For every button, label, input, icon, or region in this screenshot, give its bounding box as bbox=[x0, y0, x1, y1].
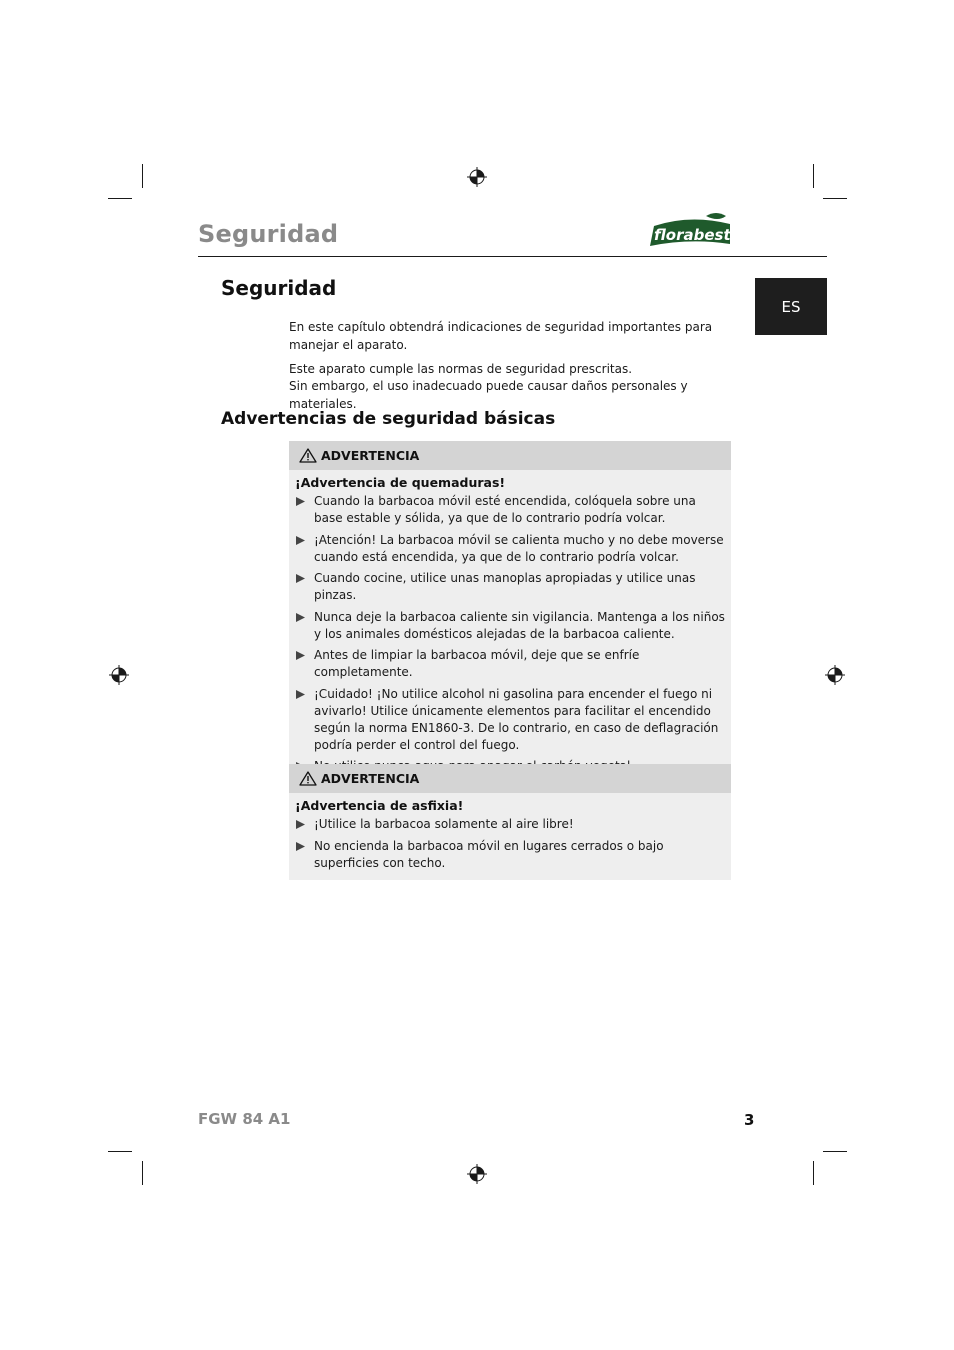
list-item-text: Cuando cocine, utilice unas manoplas apropiadas y utilice unas pinzas. bbox=[314, 571, 696, 602]
intro-paragraph: Sin embargo, el uso inadecuado puede causar daños personales y materiales. bbox=[289, 379, 688, 411]
warning-list bbox=[289, 493, 731, 784]
triangle-bullet-icon bbox=[296, 497, 305, 506]
section-title: Seguridad bbox=[221, 276, 337, 300]
florabest-logo bbox=[646, 212, 734, 248]
crop-mark bbox=[823, 1151, 847, 1152]
list-item bbox=[295, 570, 725, 604]
page-header-title: Seguridad bbox=[198, 220, 339, 248]
triangle-bullet-icon bbox=[296, 842, 305, 851]
warning-box bbox=[289, 441, 731, 784]
list-item bbox=[295, 532, 725, 566]
registration-mark-icon bbox=[825, 665, 845, 685]
list-item bbox=[295, 493, 725, 527]
registration-mark-icon bbox=[467, 167, 487, 187]
list-item-text: ¡Utilice la barbacoa solamente al aire libre! bbox=[314, 817, 574, 831]
warning-list bbox=[289, 816, 731, 880]
list-item-text: ¡Atención! La barbacoa móvil se calienta mucho y no debe moverse cuando está encendida, ya que de lo contrario podría volcar. bbox=[314, 532, 724, 564]
crop-mark bbox=[813, 164, 814, 188]
warning-label: ADVERTENCIA bbox=[321, 448, 420, 463]
footer-model: FGW 84 A1 bbox=[198, 1110, 291, 1128]
list-item bbox=[295, 686, 725, 754]
language-tab: ES bbox=[755, 278, 827, 335]
registration-mark-icon bbox=[109, 665, 129, 685]
crop-mark bbox=[142, 1161, 143, 1185]
page-number: 3 bbox=[744, 1111, 755, 1129]
registration-mark-icon bbox=[467, 1164, 487, 1184]
crop-mark bbox=[108, 198, 132, 199]
intro-paragraph: Este aparato cumple las normas de seguridad prescritas. bbox=[289, 362, 633, 376]
triangle-bullet-icon bbox=[296, 651, 305, 660]
list-item-text: No encienda la barbacoa móvil en lugares cerrados o bajo superficies con techo. bbox=[314, 838, 664, 870]
list-item bbox=[295, 816, 725, 833]
list-item-text: Cuando la barbacoa móvil esté encendida, colóquela sobre una base estable y sólida, ya que de lo contrario podría volcar. bbox=[314, 494, 696, 525]
header-rule bbox=[198, 256, 827, 257]
triangle-bullet-icon bbox=[296, 536, 305, 545]
crop-mark bbox=[813, 1161, 814, 1185]
triangle-bullet-icon bbox=[296, 613, 305, 622]
warning-box bbox=[289, 764, 731, 880]
crop-mark bbox=[823, 198, 847, 199]
warning-subtitle: ¡Advertencia de quemaduras! bbox=[295, 475, 506, 490]
warning-header bbox=[289, 764, 731, 793]
crop-mark bbox=[108, 1151, 132, 1152]
svg-text:florabest: florabest bbox=[654, 226, 731, 244]
list-item-text: Nunca deje la barbacoa caliente sin vigilancia. Mantenga a los niños y los animales domésticos alejadas de la barbacoa caliente. bbox=[314, 609, 725, 641]
triangle-bullet-icon bbox=[296, 690, 305, 699]
triangle-bullet-icon bbox=[296, 820, 305, 829]
warning-label: ADVERTENCIA bbox=[321, 771, 420, 786]
crop-mark bbox=[142, 164, 143, 188]
warning-header bbox=[289, 441, 731, 470]
subsection-title: Advertencias de seguridad básicas bbox=[221, 409, 556, 429]
warning-subtitle: ¡Advertencia de asfixia! bbox=[295, 798, 464, 813]
list-item bbox=[295, 647, 725, 681]
list-item-text: ¡Cuidado! ¡No utilice alcohol ni gasolina para encender el fuego ni avivarlo! Utilice únicamente elementos para facilitar el encendido según la norma EN1860-3. De lo contrario, en caso de deflagración podría perder el control del fuego. bbox=[314, 686, 719, 752]
intro-paragraph: En este capítulo obtendrá indicaciones de seguridad importantes para manejar el aparato. bbox=[289, 320, 713, 352]
triangle-bullet-icon bbox=[296, 574, 305, 583]
warning-triangle-icon bbox=[299, 771, 317, 786]
list-item-text: Antes de limpiar la barbacoa móvil, deje que se enfríe completamente. bbox=[314, 648, 640, 679]
list-item bbox=[295, 838, 725, 872]
warning-triangle-icon bbox=[299, 448, 317, 463]
list-item bbox=[295, 609, 725, 643]
